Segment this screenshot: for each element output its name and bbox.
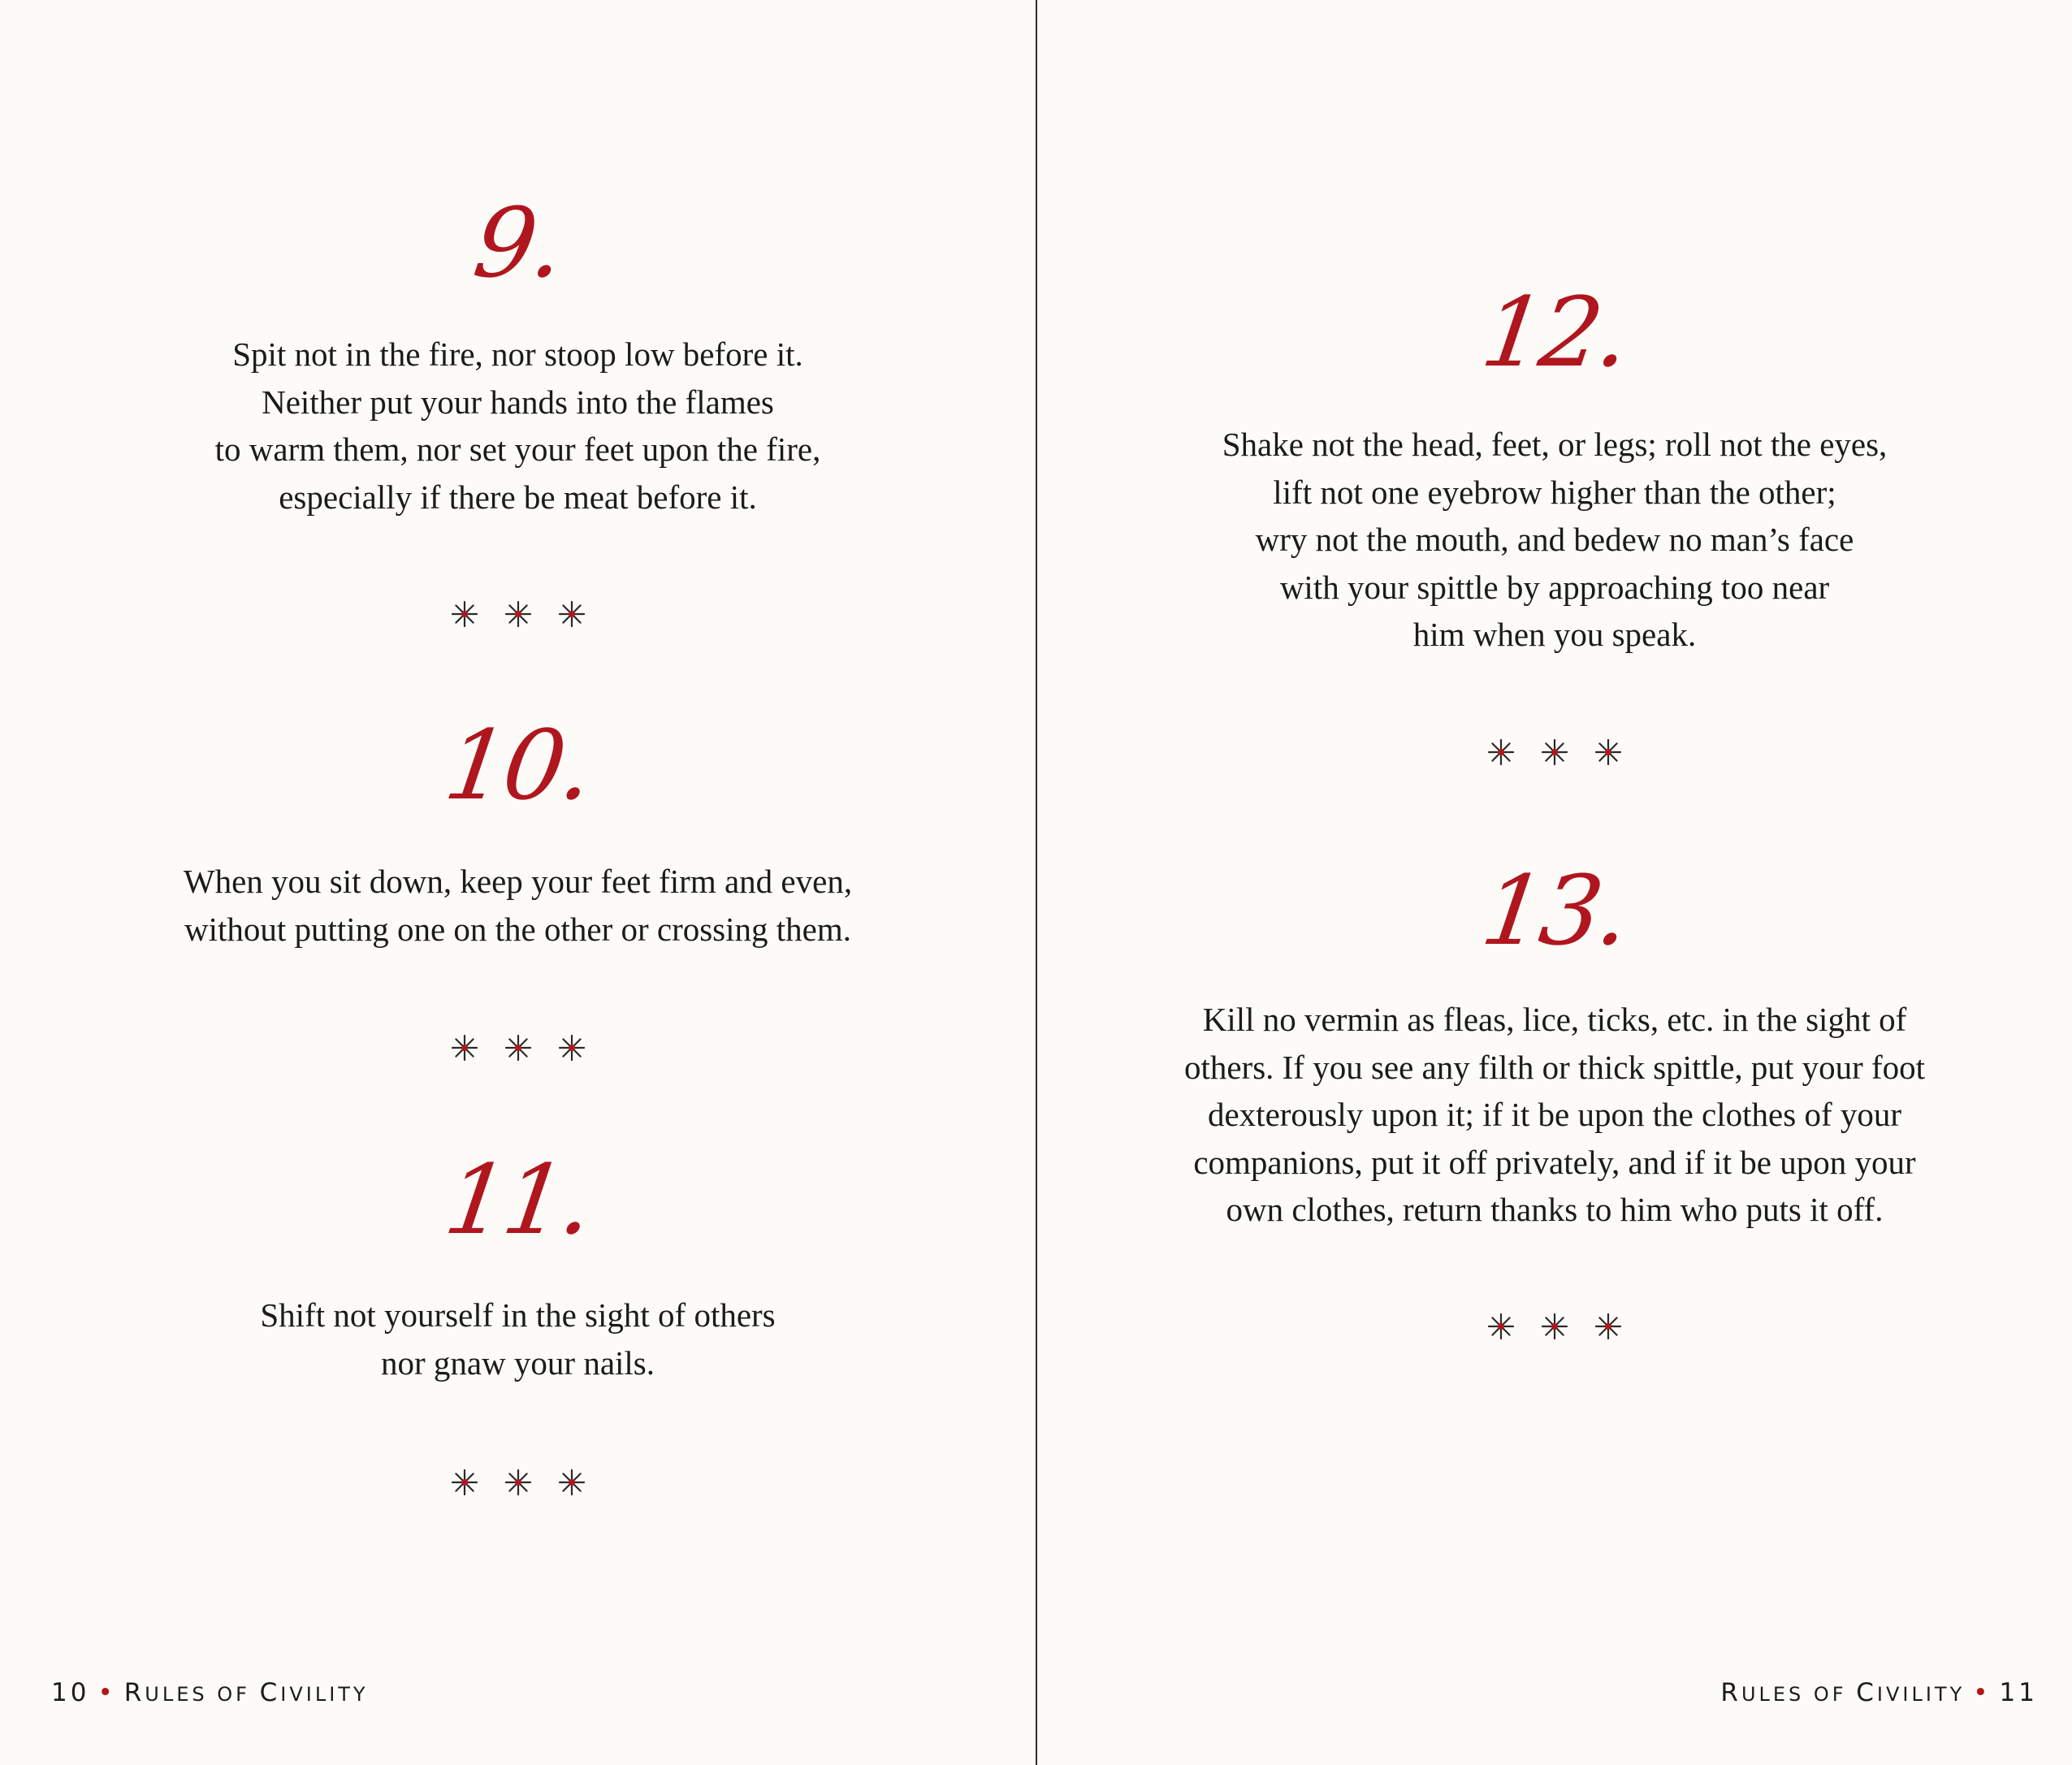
footer-title-initial: C — [259, 1678, 281, 1707]
section-divider — [1037, 1312, 2072, 1341]
rule-line: without putting one on the other or crossing them. — [184, 910, 852, 948]
asterism-flourish-icon — [1540, 738, 1569, 767]
rule-line: to warm them, nor set your feet upon the fire, — [214, 430, 821, 468]
footer-title-part: IVILITY — [1876, 1683, 1966, 1706]
rule-number-10: 10. — [438, 709, 598, 821]
asterism-flourish-icon — [504, 1468, 533, 1497]
rule-number-12: 12. — [1475, 276, 1634, 388]
rule-line: others. If you see any filth or thick spittle, put your foot — [1183, 1048, 1926, 1086]
asterism-flourish-icon — [557, 1468, 586, 1497]
rule-text-13 — [1037, 996, 2072, 1234]
section-divider — [0, 1468, 1036, 1497]
rule-number-9: 9. — [467, 187, 569, 299]
rule-line: Shift not yourself in the sight of others — [260, 1296, 776, 1334]
asterism-flourish-icon — [1594, 1312, 1623, 1341]
footer-bullet: • — [1973, 1678, 1992, 1707]
asterism-flourish-icon — [557, 1033, 586, 1062]
running-footer-right — [1720, 1678, 2038, 1707]
footer-bullet: • — [97, 1678, 116, 1707]
asterism-flourish-icon — [450, 599, 479, 629]
section-divider — [0, 1033, 1036, 1062]
asterism-flourish-icon — [1486, 1312, 1516, 1341]
rule-line: own clothes, return thanks to him who puts it off. — [1226, 1191, 1884, 1228]
footer-title-part: ULES OF — [145, 1683, 260, 1706]
rule-text-11 — [0, 1291, 1036, 1386]
rule-line: wry not the mouth, and bedew no man’s face — [1255, 521, 1854, 558]
footer-title-initial: R — [1720, 1678, 1741, 1707]
footer-title-part: ULES OF — [1741, 1683, 1857, 1706]
asterism-flourish-icon — [450, 1468, 479, 1497]
rule-number-13: 13. — [1475, 854, 1634, 967]
rule-text-12 — [1037, 421, 2072, 659]
asterism-flourish-icon — [504, 599, 533, 629]
footer-title-part: IVILITY — [280, 1683, 369, 1706]
rule-line: Kill no vermin as fleas, lice, ticks, etc. in the sight of — [1202, 1001, 1907, 1038]
rule-line: with your spittle by approaching too near — [1279, 568, 1830, 606]
asterism-flourish-icon — [504, 1033, 533, 1062]
footer-title-initial: C — [1856, 1678, 1877, 1707]
rule-line: lift not one eyebrow higher than the other; — [1273, 473, 1836, 511]
section-divider — [1037, 738, 2072, 767]
asterism-flourish-icon — [1540, 1312, 1569, 1341]
rule-line: Shake not the head, feet, or legs; roll not the eyes, — [1222, 426, 1888, 463]
asterism-flourish-icon — [1486, 738, 1516, 767]
rule-text-9 — [0, 331, 1036, 521]
section-divider — [0, 599, 1036, 629]
running-footer-left — [51, 1678, 369, 1707]
asterism-flourish-icon — [557, 599, 586, 629]
rule-line: companions, put it off privately, and if it be upon your — [1193, 1143, 1916, 1181]
rule-line: especially if there be meat before it. — [279, 478, 757, 516]
rule-number-11: 11. — [438, 1144, 598, 1256]
page-number: 10 — [51, 1678, 90, 1707]
rule-line: Neither put your hands into the flames — [262, 383, 774, 421]
asterism-flourish-icon — [1594, 738, 1623, 767]
footer-title-initial: R — [123, 1678, 145, 1707]
asterism-flourish-icon — [450, 1033, 479, 1062]
rule-line: Spit not in the fire, nor stoop low before it. — [232, 335, 803, 373]
rule-line: him when you speak. — [1412, 616, 1697, 653]
rule-line: dexterously upon it; if it be upon the clothes of your — [1207, 1096, 1901, 1133]
right-page — [1037, 0, 2072, 1765]
page-number: 11 — [1999, 1678, 2038, 1707]
rule-line: When you sit down, keep your feet firm and even, — [183, 863, 853, 900]
rule-line: nor gnaw your nails. — [380, 1343, 655, 1382]
rule-text-10 — [0, 858, 1036, 953]
